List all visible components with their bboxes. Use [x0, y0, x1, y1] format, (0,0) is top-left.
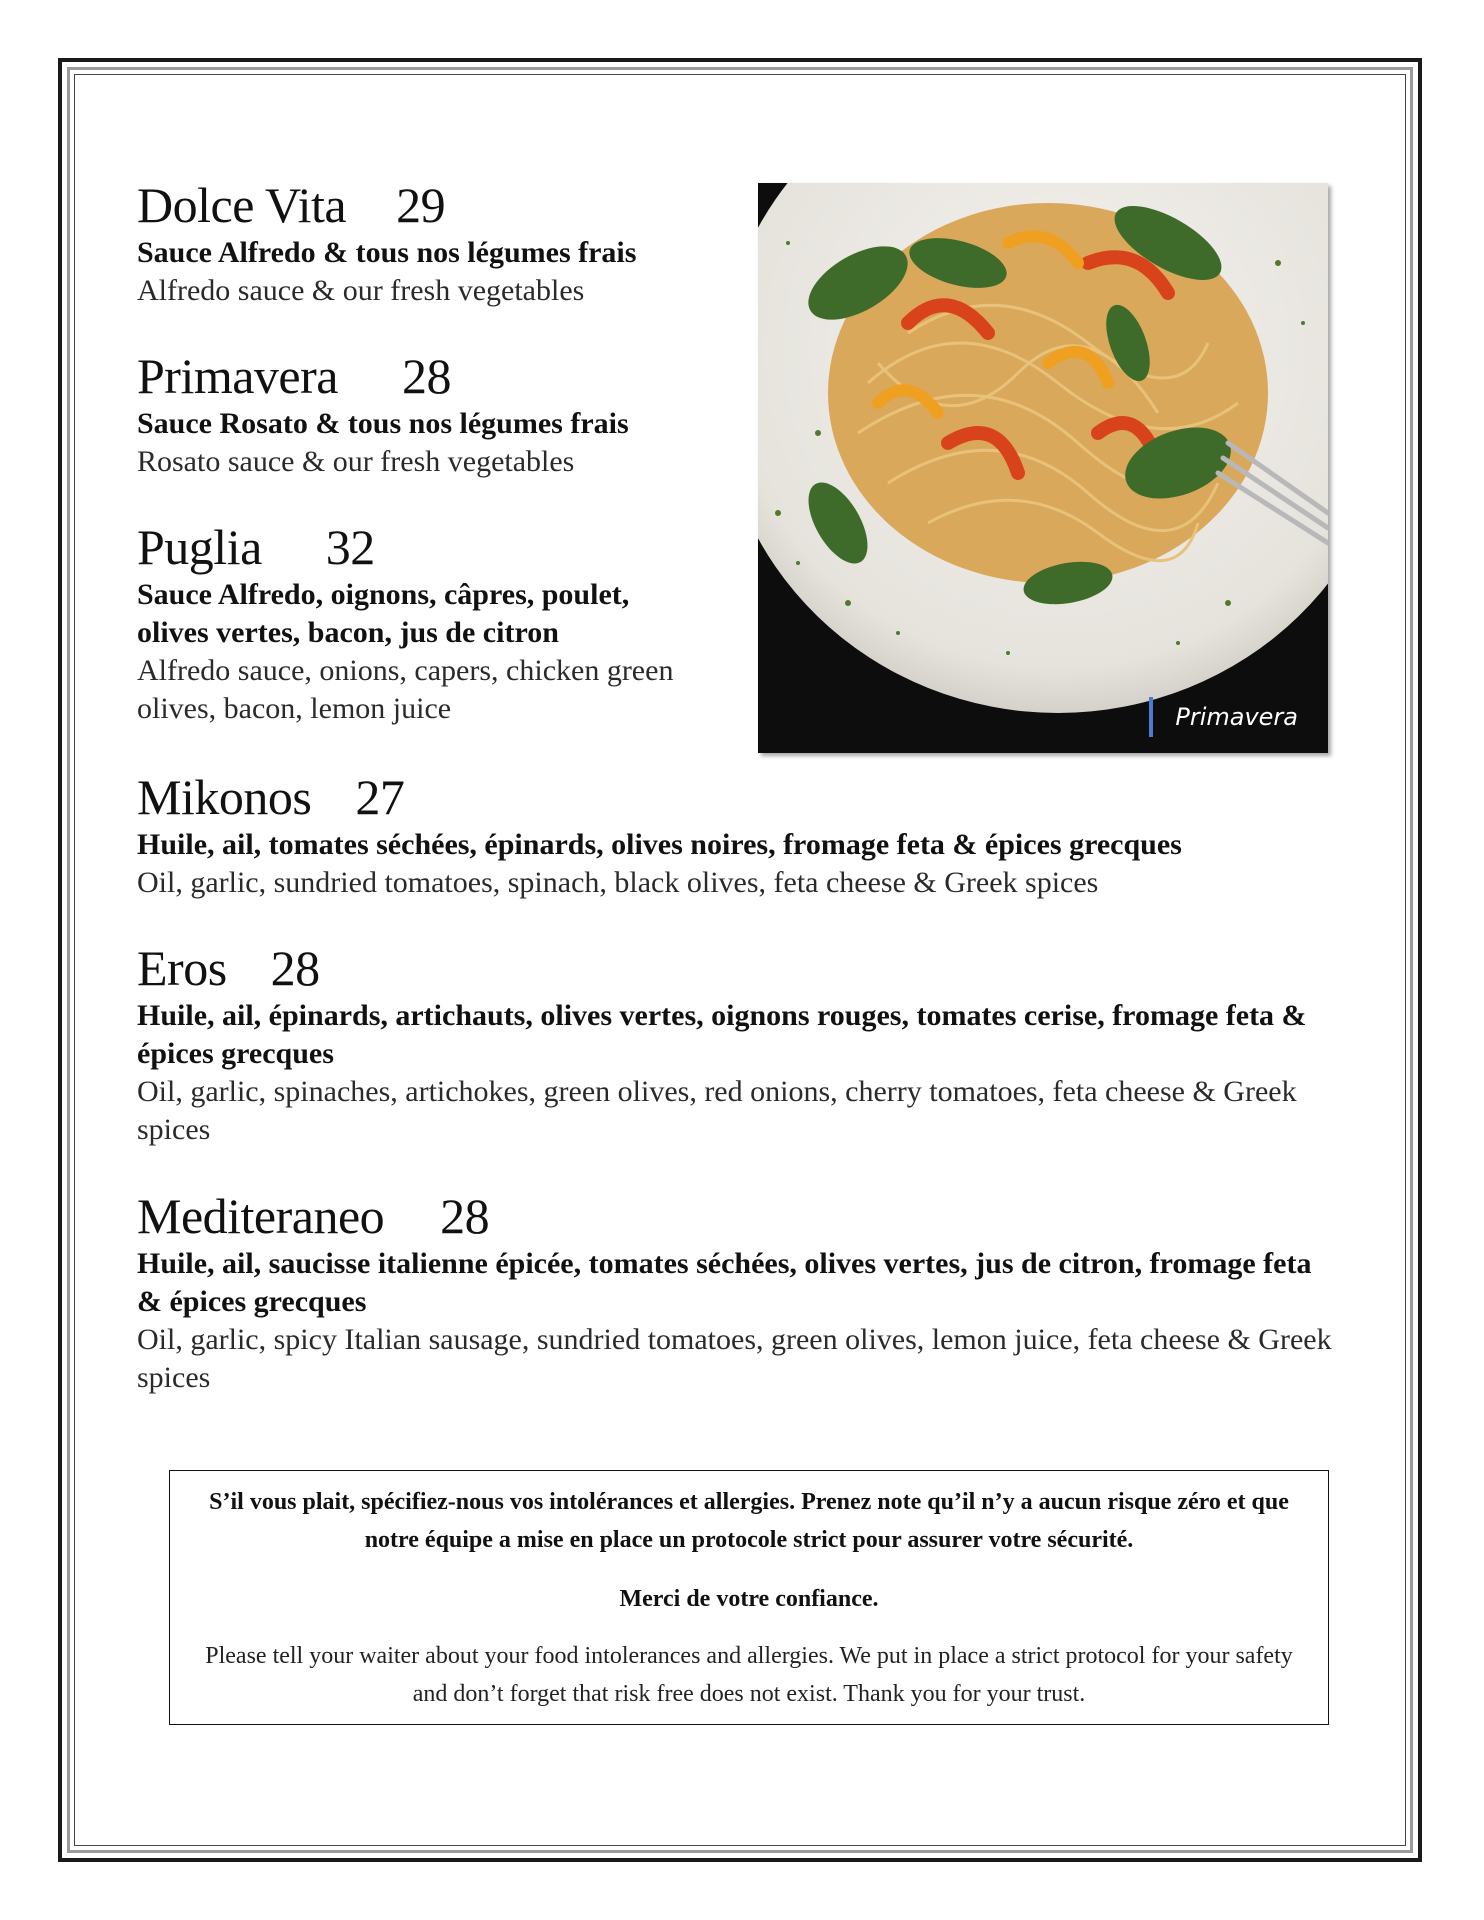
menu-item-description-en: Oil, garlic, sundried tomatoes, spinach, black olives, feta cheese & Greek spices [137, 866, 1099, 899]
menu-item-mikonos [137, 768, 1337, 902]
menu-item-name: Eros [137, 940, 227, 996]
menu-item-name: Dolce Vita [137, 177, 347, 233]
menu-item-price: 28 [401, 348, 451, 404]
menu-item-description-fr: Huile, ail, épinards, artichauts, olives vertes, oignons rouges, tomates cerise, fromage feta & épices grecques [137, 999, 1307, 1070]
menu-item-mediteraneo [137, 1187, 1337, 1397]
menu-item-description-en: Oil, garlic, spicy Italian sausage, sundried tomatoes, green olives, lemon juice, feta cheese & Greek spices [137, 1323, 1332, 1394]
menu-item-name: Mikonos [137, 769, 312, 825]
menu-item-description-fr: Sauce Alfredo & tous nos légumes frais [137, 236, 637, 269]
menu-item-description-en: Alfredo sauce & our fresh vegetables [137, 274, 585, 307]
menu-item-description-en: Alfredo sauce, onions, capers, chicken green olives, bacon, lemon juice [137, 654, 674, 725]
dish-photo [758, 183, 1328, 753]
menu-item-description-fr: Sauce Alfredo, oignons, câpres, poulet, olives vertes, bacon, jus de citron [137, 578, 630, 649]
menu-item-description-fr: Huile, ail, saucisse italienne épicée, tomates séchées, olives vertes, jus de citron, fromage feta & épices grecques [137, 1247, 1312, 1318]
menu-item-eros [137, 939, 1337, 1149]
menu-item-title [137, 347, 697, 405]
menu-item-dolce-vita [137, 176, 697, 310]
menu-item-description-en: Oil, garlic, spinaches, artichokes, green olives, red onions, cherry tomatoes, feta cheese & Greek spices [137, 1075, 1297, 1146]
menu-item-name: Mediteraneo [137, 1188, 385, 1244]
notice-text-en: Please tell your waiter about your food intolerances and allergies. We put in place a strict protocol for your safety and don’t forget that risk free does not exist. Thank you for your trust. [205, 1643, 1293, 1707]
pasta-plate-illustration [758, 183, 1328, 753]
photo-caption: Primavera [1149, 697, 1298, 737]
menu-item-name: Primavera [137, 348, 338, 404]
menu-item-title [137, 176, 697, 234]
menu-item-price: 28 [440, 1188, 490, 1244]
notice-thanks-fr: Merci de votre confiance. [619, 1586, 879, 1612]
menu-item-price: 27 [355, 769, 405, 825]
menu-item-description-fr: Huile, ail, tomates séchées, épinards, olives noires, fromage feta & épices grecques [137, 828, 1182, 861]
menu-item-title [137, 939, 1337, 997]
menu-item-puglia [137, 518, 697, 728]
menu-item-title [137, 768, 1337, 826]
menu-item-description-fr: Sauce Rosato & tous nos légumes frais [137, 407, 629, 440]
menu-item-price: 28 [270, 940, 320, 996]
menu-item-title [137, 1187, 1337, 1245]
menu-item-price: 29 [396, 177, 446, 233]
menu-item-name: Puglia [137, 519, 262, 575]
menu-item-title [137, 518, 697, 576]
notice-text-fr: S’il vous plait, spécifiez-nous vos intolérances et allergies. Prenez note qu’il n’y a aucun risque zéro et que notre équipe a mise en place un protocole strict pour assurer votre sécurité. [209, 1489, 1289, 1553]
menu-item-description-en: Rosato sauce & our fresh vegetables [137, 445, 575, 478]
allergy-notice [169, 1470, 1329, 1725]
menu-item-primavera [137, 347, 697, 481]
menu-item-price: 32 [325, 519, 375, 575]
